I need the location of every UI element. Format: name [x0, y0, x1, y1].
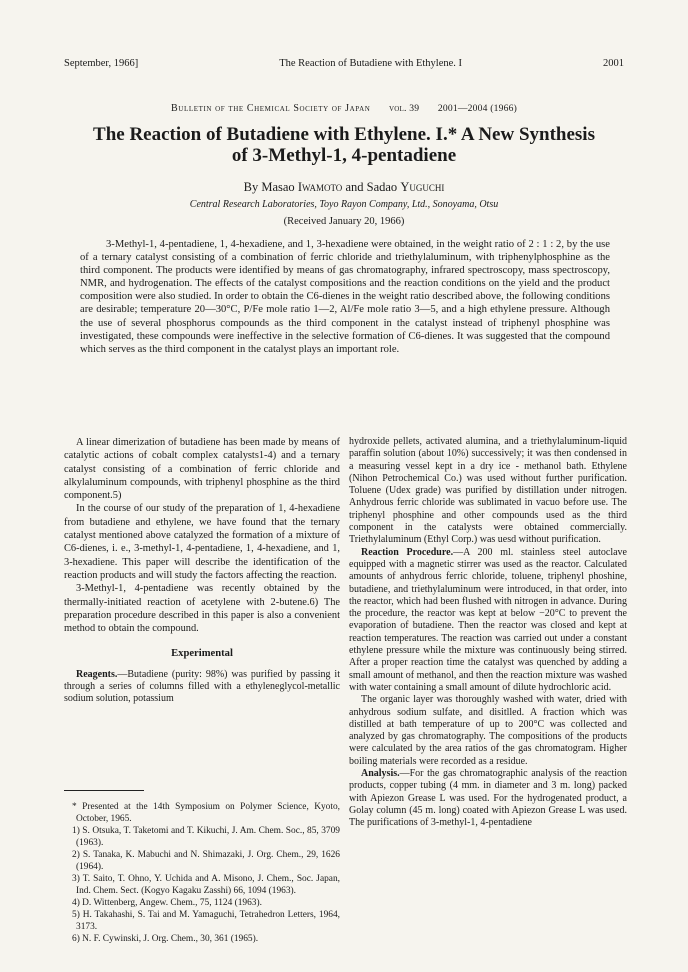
reagents-paragraph: [64, 669, 340, 706]
page-number: 2001: [603, 58, 624, 69]
footnote: 4) D. Wittenberg, Angew. Chem., 75, 1124 (1963).: [72, 898, 262, 908]
journal-line: [64, 103, 624, 114]
footnote: 1) S. Otsuka, T. Taketomi and T. Kikuchi, J. Am. Chem. Soc., 85, 3709 (1963).: [72, 826, 340, 848]
experimental-heading: Experimental: [171, 648, 233, 660]
reagents-label: Reagents.: [76, 668, 118, 680]
volume: vol. 39: [389, 103, 420, 114]
right-column: [349, 436, 627, 830]
footnote-rule: [64, 790, 144, 791]
affiliation: Central Research Laboratories, Toyo Rayon Company, Ltd., Sonoyama, Otsu: [189, 199, 499, 210]
footnotes: [64, 790, 340, 945]
author-1-last: Iwamoto: [297, 180, 343, 194]
left-column: [64, 436, 340, 706]
footnote: 5) H. Takahashi, S. Tai and M. Yamaguchi, Tetrahedron Letters, 1964, 3173.: [72, 910, 340, 932]
by-word: By: [243, 180, 259, 194]
reagents-text: —Butadiene (purity: 98%) was purified by passing it through a series of columns filled with a ethyleneglycol-metallic sodium solution, potassium: [64, 668, 340, 705]
analysis-text: —For the gas chromatographic analysis of the reaction products, copper tubing (4 mm. in diameter and 3 m. long) packed with Apiezon Grease L was used. For the hydrogenated product, a Golay column (45 m. long) coated with Apiezon Grease L was used. The purifications of 3-methyl-1, 4-pentadiene: [349, 768, 627, 829]
running-head: [64, 58, 624, 69]
procedure-label: Reaction Procedure.: [361, 546, 454, 558]
organic-layer-paragraph: The organic layer was thoroughly washed with water, dried with anhydrous sodium sulfate, and disitlled. A fraction which was distilled at bath temperature of up to 200°C was collected and analyzed by gas chromatography. The compositions of the products were calculated by the area ratios of the gas chromatogram. Higher boiling materials were recorded as a residue.: [349, 694, 627, 767]
intro-paragraph-2: In the course of our study of the preparation of 1, 4-hexadiene from butadiene and ethylene, we have found that the ternary catalyst mentioned above catalyzed the formation of a mixture of C6-dienes, i. e., 3-methyl-1, 4-pentadiene, 1, 4-hexadiene, and 1, 3-hexadiene. This paper will describe the identification of the reaction products and will study the factors affecting the reaction.: [64, 503, 340, 581]
intro-paragraph-3: 3-Methyl-1, 4-pentadiene was recently obtained by the thermally-initiated reaction of acetylene with 2-butene.6) The preparation procedure described in this paper is also a convenient method to obtain the compound.: [64, 583, 340, 635]
title-line-2: of 3-Methyl-1, 4-pentadiene: [231, 145, 457, 166]
journal-name: Bulletin of the Chemical Society of Japan: [171, 103, 371, 114]
intro-paragraph-1: A linear dimerization of butadiene has been made by means of catalytic actions of cobalt complex catalysts1-4) and a ternary catalyst consisting of a combination of ferric chloride and alkylaluminum compounds, with triphenyl phosphine as the third component.5): [64, 437, 340, 502]
issue-date: September, 1966]: [64, 58, 139, 69]
article-title: [64, 124, 624, 166]
and-word: and: [345, 180, 364, 194]
footnote: 3) T. Saito, T. Ohno, Y. Uchida and A. Misono, J. Chem., Soc. Japan, Ind. Chem. Sect. (Kogyo Kagaku Zasshi) 66, 1094 (1963).: [72, 874, 340, 896]
page-range: 2001—2004 (1966): [437, 103, 517, 114]
author-2-first: Sadao: [366, 180, 398, 194]
received-date: (Received January 20, 1966): [283, 216, 405, 227]
running-title: The Reaction of Butadiene with Ethylene. I: [279, 58, 463, 69]
analysis-label: Analysis.: [361, 768, 400, 780]
author-line: [64, 180, 624, 195]
footnote: 2) S. Tanaka, K. Mabuchi and N. Shimazaki, J. Org. Chem., 29, 1626 (1964).: [72, 850, 340, 872]
procedure-paragraph: [349, 547, 627, 695]
footnote: * Presented at the 14th Symposium on Polymer Science, Kyoto, October, 1965.: [72, 802, 340, 824]
title-line-1: The Reaction of Butadiene with Ethylene. I.* A New Synthesis: [93, 124, 595, 145]
author-2-last: Yuguchi: [400, 180, 445, 194]
analysis-paragraph: [349, 768, 627, 829]
author-1-first: Masao: [261, 180, 295, 194]
procedure-text: —A 200 ml. stainless steel autoclave equipped with a magnetic stirrer was used as the reactor. Calculated amounts of anhydrous ferric chloride, toluene, triphenyl phoshine, butadiene, and triethylaluminum were introduced, in that order, into the reactor, which had been flushed with nitrogen in advance. During the procedure, the reactor was kept at below −20°C to prevent the evaporation of butadiene. Then the reactor was closed and kept at reaction temperatures. The reaction was carried out under a constant ethylene pressure while the mixture was continuously being stirred. After a proper reaction time the catalyst was quenched by adding a small amount of methanol, and then the reaction mixture was washed with water containing a small amount of dilute hydrochloric acid.: [349, 546, 627, 693]
reagents-continued: hydroxide pellets, activated alumina, and a triethylaluminum-liquid paraffin solution (about 10%) successively; it was then condensed in a measuring vessel kept in a dry ice - methanol bath. Ethylene (Nihon Petrochemical Co.) was used without further purification. Toluene (Udex grade) was purified by distillation under nitrogen. Anhydrous ferric chloride was sublimated in vacuo before use. The triphenyl phosphine and other compounds used as the third component in the catalysts were obtained commercially. Triethylaluminum (Ethyl Corp.) was uesd without purification.: [349, 436, 627, 546]
footnote: 6) N. F. Cywinski, J. Org. Chem., 30, 361 (1965).: [72, 934, 259, 944]
abstract: 3-Methyl-1, 4-pentadiene, 1, 4-hexadiene, and 1, 3-hexadiene were obtained, in the weight ratio of 2 : 1 : 2, by the use of a ternary catalyst consisting of a combination of ferric chloride and triethylaluminum, with triphenylphosphine as the third component. The products were identified by means of gas chromatography, infrared spectroscopy, mass spectroscopy, NMR, and hydrogenation. The effects of the catalyst compositions and the reaction conditions on the yield and the product composition were also studied. In order to obtain the C6-dienes in the weight ratio described above, the following conditions are desirable; temperature 20—30°C, P/Fe mole ratio 1—2, Al/Fe mole ratio 3—5, and a high ethylene pressure. Although the use of several phosphorus compounds as the third component in the catalyst instead of triphenyl phosphine was investigated, these compounds were ineffective in the selective formation of C6-dienes. It was suggested that the compound which serves as the third component in the catalyst plays an important role.: [80, 239, 610, 355]
